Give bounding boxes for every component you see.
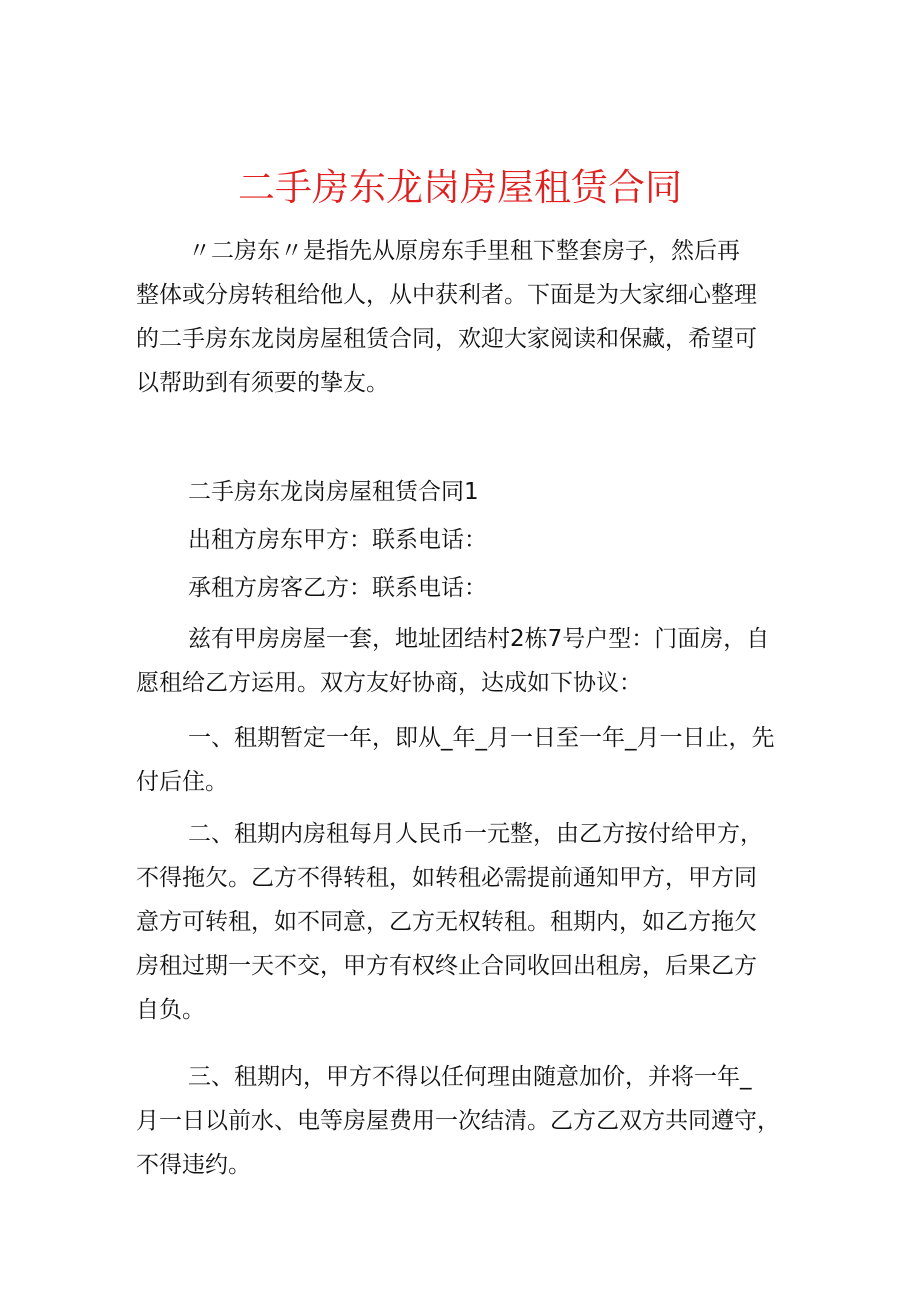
lessor-text: 出租方房东甲方：联系电话： (188, 527, 487, 553)
intro-line: 整体或分房转租给他人，从中获利者。下面是为大家细心整理 (136, 282, 757, 308)
clause-2-line: 自负。 (136, 997, 205, 1023)
clause-3-paragraph (136, 1055, 796, 1187)
clause-2-line: 二、租期内房租每月人民币一元整，由乙方按付给甲方， (188, 821, 763, 847)
premise-line: 兹有甲房房屋一套，地址团结村2栋7号户型：门面房，自 (188, 626, 770, 652)
lessee-line (136, 566, 796, 610)
clause-3-line: 三、租期内，甲方不得以任何理由随意加价，并将一年_ (188, 1064, 752, 1090)
section-title: 二手房东龙岗房屋租赁合同1 (188, 479, 479, 505)
clause-3-line: 不得违约。 (136, 1152, 251, 1178)
intro-line: 〃二房东〃是指先从原房东手里租下整套房子，然后再 (188, 238, 740, 264)
clause-2-line: 房租过期一天不交，甲方有权终止合同收回出租房，后果乙方 (136, 953, 757, 979)
clause-3-line: 月一日以前水、电等房屋费用一次结清。乙方乙双方共同遵守， (136, 1108, 780, 1134)
intro-paragraph (136, 229, 796, 405)
clause-2-line: 意方可转租，如不同意，乙方无权转租。租期内，如乙方拖欠 (136, 909, 757, 935)
clause-2-paragraph (136, 812, 796, 1032)
lessee-text: 承租方房客乙方：联系电话： (188, 575, 487, 601)
premise-line: 愿租给乙方运用。双方友好协商，达成如下协议： (136, 670, 642, 696)
lessor-line (136, 518, 796, 562)
document-title: 二手房东龙岗房屋租赁合同 (238, 166, 682, 209)
premise-paragraph (136, 617, 796, 705)
clause-2-line: 不得拖欠。乙方不得转租，如转租必需提前通知甲方，甲方同 (136, 865, 757, 891)
section-heading (136, 470, 796, 514)
clause-1-line: 一、租期暂定一年，即从_年_月一日至一年_月一日止，先 (188, 725, 775, 751)
intro-line: 的二手房东龙岗房屋租赁合同，欢迎大家阅读和保藏，希望可 (136, 326, 757, 352)
clause-1-paragraph (136, 716, 796, 804)
intro-line: 以帮助到有须要的挚友。 (136, 370, 389, 396)
clause-1-line: 付后住。 (136, 769, 228, 795)
